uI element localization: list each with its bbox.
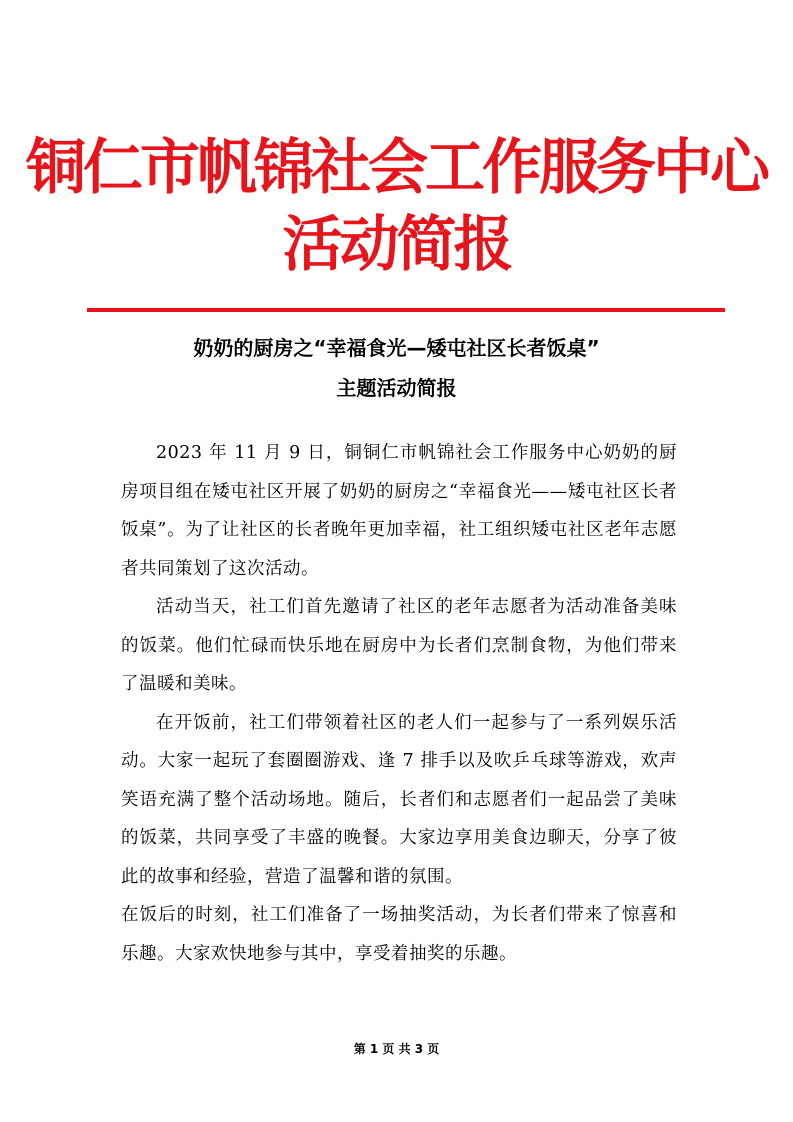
article-body [121, 434, 677, 973]
paragraph: 2023 年 11 月 9 日，铜铜仁市帆锦社会工作服务中心奶奶的厨房项目组在矮屯社区开展了奶奶的厨房之“幸福食光——矮屯社区长者饭桌”。为了让社区的长者晚年更加幸福，社工组织矮屯社区老年志愿者共同策划了这次活动。 [121, 443, 677, 579]
paragraph: 在饭后的时刻，社工们准备了一场抽奖活动，为长者们带来了惊喜和乐趣。大家欢快地参与其中，享受着抽奖的乐趣。 [121, 905, 677, 964]
page-number: 第 1 页 共 3 页 [353, 1042, 440, 1056]
article-subtitle: 主题活动简报 [336, 376, 457, 400]
masthead-report-title: 活动简报 [282, 210, 511, 280]
red-divider-rule [87, 308, 725, 312]
paragraph: 活动当天，社工们首先邀请了社区的老年志愿者为活动准备美味的饭菜。他们忙碌而快乐地在厨房中为长者们烹制食物，为他们带来了温暖和美味。 [121, 597, 677, 694]
article-title: 奶奶的厨房之“幸福食光—矮屯社区长者饭桌” [193, 336, 600, 360]
paragraph: 在开饭前，社工们带领着社区的老人们一起参与了一系列娱乐活动。大家一起玩了套圈圈游戏、逢 7 排手以及吹乒乓球等游戏，欢声笑语充满了整个活动场地。随后，长者们和志愿者们一起品尝了美味的饭菜，共同享受了丰盛的晚餐。大家边享用美食边聊天，分享了彼此的故事和经验，营造了温馨和谐的氛围。 [121, 712, 677, 887]
masthead-org-name: 铜仁市帆锦社会工作服务中心 [26, 133, 767, 203]
